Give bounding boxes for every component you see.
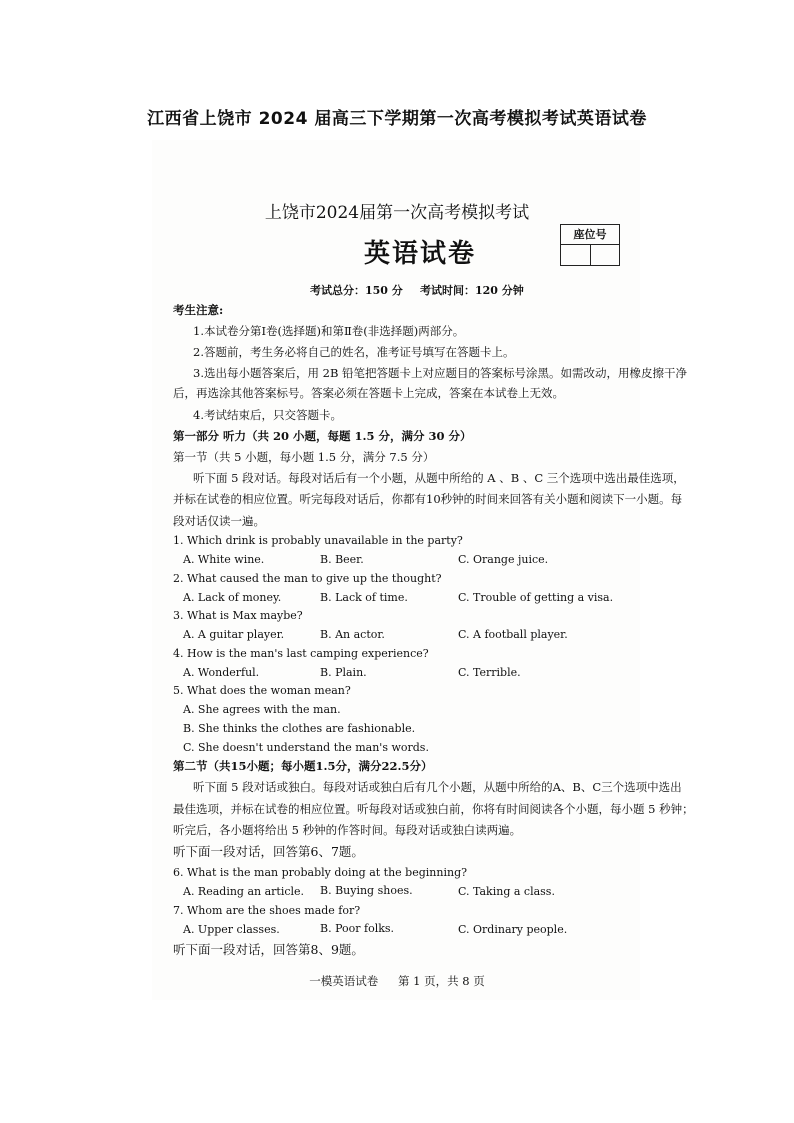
section1-instructions: 段对话仅读一遍。 xyxy=(173,514,265,528)
seat-number-cell xyxy=(590,245,620,265)
exam-duration: 考试时间：120 分钟 xyxy=(420,284,524,297)
section1-instructions: 听下面 5 段对话。每段对话后有一个小题，从题中所给的 A 、B 、C 三个选项中选出最佳选项， xyxy=(193,471,685,485)
document-title: 江西省上饶市 2024 届高三下学期第一次高考模拟考试英语试卷 xyxy=(147,109,647,129)
question-stem: 5. What does the woman mean? xyxy=(173,684,351,697)
option-a: A. Lack of money. xyxy=(183,591,282,604)
option-b: B. Beer. xyxy=(320,553,364,566)
option-a: A. Upper classes. xyxy=(183,923,280,936)
notice-item: 2.答题前，考生务必将自己的姓名，准考证号填写在答题卡上。 xyxy=(193,345,515,359)
option-a: A. A guitar player. xyxy=(183,628,285,641)
footer-exam-name: 一模英语试卷 xyxy=(309,974,379,988)
option-b: B. Poor folks. xyxy=(320,922,395,935)
option-c: C. Ordinary people. xyxy=(458,923,568,936)
question-stem: 1. Which drink is probably unavailable in the party? xyxy=(173,534,463,547)
notice-item: 后，再选涂其他答案标号。答案必须在答题卡上完成，答案在本试卷上无效。 xyxy=(173,386,564,400)
part1-heading: 第一部分 听力（共 20 小题，每题 1.5 分，满分 30 分） xyxy=(173,429,472,443)
option-a: A. She agrees with the man. xyxy=(183,703,341,716)
question-stem: 2. What caused the man to give up the thought? xyxy=(173,572,442,585)
option-c: C. Taking a class. xyxy=(458,885,555,898)
seat-number-cell xyxy=(561,245,590,265)
notice-heading: 考生注意: xyxy=(173,303,224,317)
option-c: C. Orange juice. xyxy=(458,553,549,566)
option-a: A. Wonderful. xyxy=(183,666,260,679)
notice-item: 3.选出每小题答案后，用 2B 铅笔把答题卡上对应题目的答案标号涂黑。如需改动，用橡皮擦干净 xyxy=(193,366,688,380)
dialogue-prompt: 听下面一段对话，回答第8、9题。 xyxy=(173,942,364,957)
option-b: B. She thinks the clothes are fashionable. xyxy=(183,722,416,735)
option-a: A. Reading an article. xyxy=(183,885,305,898)
question-stem: 6. What is the man probably doing at the beginning? xyxy=(173,866,468,879)
question-stem: 7. Whom are the shoes made for? xyxy=(173,904,361,917)
option-b: B. An actor. xyxy=(320,628,385,641)
section2-instructions: 听完后，各小题将给出 5 秒钟的作答时间。每段对话或独白读两遍。 xyxy=(173,823,522,837)
option-c: C. She doesn't understand the man's words. xyxy=(183,741,429,754)
section1-heading: 第一节（共 5 小题，每小题 1.5 分，满分 7.5 分） xyxy=(173,450,435,464)
section2-heading: 第二节（共15小题；每小题1.5分，满分22.5分） xyxy=(173,759,433,773)
option-c: C. A football player. xyxy=(458,628,568,641)
exam-subtitle: 上饶市2024届第一次高考模拟考试 xyxy=(264,203,530,223)
footer-page-number: 第 1 页，共 8 页 xyxy=(397,974,485,988)
section2-instructions: 最佳选项，并标在试卷的相应位置。听每段对话或独白前，你将有时间阅读各个小题，每小题 5 秒钟； xyxy=(173,802,694,816)
option-b: B. Buying shoes. xyxy=(320,884,413,897)
section2-instructions: 听下面 5 段对话或独白。每段对话或独白后有几个小题，从题中所给的A、B、C三个选项中选出 xyxy=(193,780,682,794)
exam-title: 英语试卷 xyxy=(364,239,477,269)
notice-item: 4.考试结束后，只交答题卡。 xyxy=(193,408,342,422)
option-b: B. Lack of time. xyxy=(320,591,408,604)
section1-instructions: 并标在试卷的相应位置。听完每段对话后，你都有10秒钟的时间来回答有关小题和阅读下一小题。每 xyxy=(173,492,683,506)
seat-number-box xyxy=(560,224,620,266)
question-stem: 4. How is the man's last camping experience? xyxy=(173,647,429,660)
option-c: C. Trouble of getting a visa. xyxy=(458,591,614,604)
option-b: B. Plain. xyxy=(320,666,367,679)
option-c: C. Terrible. xyxy=(458,666,521,679)
seat-number-label: 座位号 xyxy=(561,225,619,245)
page-footer xyxy=(0,973,794,989)
question-stem: 3. What is Max maybe? xyxy=(173,609,303,622)
notice-item: 1.本试卷分第Ⅰ卷(选择题)和第Ⅱ卷(非选择题)两部分。 xyxy=(193,324,465,338)
total-score: 考试总分：150 分 xyxy=(310,284,403,297)
option-a: A. White wine. xyxy=(183,553,265,566)
dialogue-prompt: 听下面一段对话，回答第6、7题。 xyxy=(173,844,364,859)
